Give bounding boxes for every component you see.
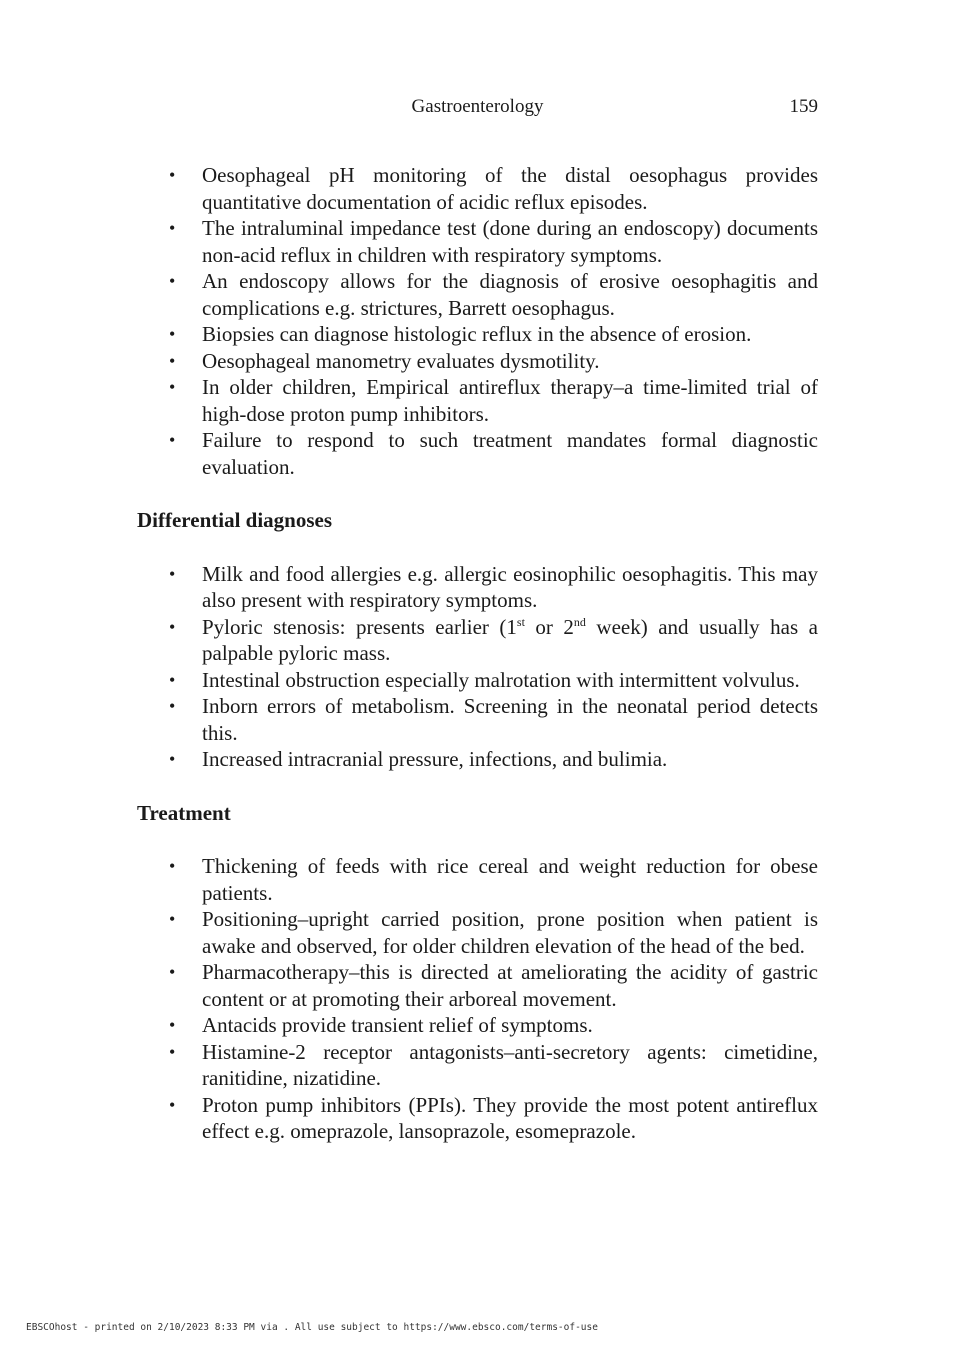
list-item-text: Pharmacotherapy–this is directed at ameliorating the acidity of gastric content or at promoting their arboreal movement. — [202, 960, 818, 1011]
list-item — [137, 906, 818, 959]
list-item — [137, 614, 818, 667]
list-item-text: Increased intracranial pressure, infections, and bulimia. — [202, 747, 668, 771]
list-item — [137, 162, 818, 215]
list-item — [137, 561, 818, 614]
text-segment: Pyloric stenosis: presents earlier (1 — [202, 614, 517, 639]
list-item — [137, 374, 818, 427]
bullet-icon: • — [169, 616, 176, 637]
bullet-icon: • — [169, 749, 176, 769]
list-item-text: Milk and food allergies e.g. allergic eosinophilic oesophagitis. This may also present with respiratory symptoms. — [202, 561, 818, 612]
list-item-text: Intestinal obstruction especially malrotation with intermittent volvulus. — [202, 667, 800, 692]
superscript: nd — [573, 614, 586, 629]
treatment-list — [137, 853, 818, 1145]
list-item — [137, 853, 818, 906]
bullet-icon: • — [169, 856, 176, 876]
page-number: 159 — [789, 96, 818, 117]
list-item — [137, 667, 818, 694]
bullet-icon: • — [169, 271, 176, 291]
list-item-text: Antacids provide transient relief of symptoms. — [202, 1013, 593, 1037]
differential-diagnoses-heading: Differential diagnoses — [137, 508, 333, 532]
list-item-text: Proton pump inhibitors (PPIs). They provide the most potent antireflux effect e.g. omeprazole, lansoprazole, esomeprazole. — [202, 1092, 818, 1143]
list-item — [137, 321, 818, 348]
list-item — [137, 215, 818, 268]
bullet-icon: • — [169, 1041, 176, 1062]
list-item-text: Oesophageal pH monitoring of the distal oesophagus provides quantitative documentation of acidic reflux episodes. — [202, 163, 818, 214]
list-item-text: In older children, Empirical antireflux therapy–a time-limited trial of high-dose proton pump inhibitors. — [202, 375, 818, 426]
running-head-title: Gastroenterology — [411, 96, 544, 117]
list-item — [137, 427, 818, 480]
bullet-icon: • — [169, 165, 176, 185]
ebsco-print-footer: EBSCOhost - printed on 2/10/2023 8:33 PM via . All use subject to https://www.ebsco.com/terms-of-use — [26, 1322, 598, 1333]
list-item — [137, 268, 818, 321]
list-item — [137, 746, 818, 773]
list-item-text: The intraluminal impedance test (done during an endoscopy) documents non-acid reflux in children with respiratory symptoms. — [202, 216, 818, 267]
list-item — [137, 693, 818, 746]
bullet-icon: • — [169, 430, 176, 450]
list-item-text: Inborn errors of metabolism. Screening in the neonatal period detects this. — [202, 694, 818, 745]
text-segment: or 2 — [524, 614, 574, 639]
bullet-icon: • — [169, 350, 176, 371]
running-head — [0, 96, 955, 124]
bullet-icon: • — [169, 1015, 176, 1035]
bullet-icon: • — [169, 324, 176, 344]
superscript: st — [516, 614, 525, 629]
list-item — [137, 959, 818, 1012]
list-item-text: An endoscopy allows for the diagnosis of erosive oesophagitis and complications e.g. strictures, Barrett oesophagus. — [202, 269, 818, 320]
bullet-icon: • — [169, 962, 176, 982]
differential-diagnoses-list — [137, 561, 818, 773]
bullet-icon: • — [169, 563, 176, 584]
list-item-text: Oesophageal manometry evaluates dysmotility. — [202, 348, 600, 373]
bullet-icon: • — [169, 696, 176, 716]
bullet-icon: • — [169, 218, 176, 238]
list-item-text: Failure to respond to such treatment mandates formal diagnostic evaluation. — [202, 428, 818, 479]
list-item-text — [202, 615, 818, 666]
bullet-icon: • — [169, 1094, 176, 1115]
bullet-icon: • — [169, 909, 176, 929]
diagnostics-list — [137, 162, 818, 480]
list-item-text: Biopsies can diagnose histologic reflux in the absence of erosion. — [202, 322, 752, 346]
list-item-text: Histamine-2 receptor antagonists–anti-secretory agents: cimetidine, ranitidine, nizatidine. — [202, 1039, 818, 1090]
page-body — [137, 162, 818, 1145]
text-segment: week) and usually has a palpable pyloric mass. — [202, 614, 818, 665]
list-item-text: Thickening of feeds with rice cereal and weight reduction for obese patients. — [202, 854, 818, 905]
list-item — [137, 348, 818, 375]
bullet-icon: • — [169, 669, 176, 690]
bullet-icon: • — [169, 377, 176, 397]
list-item — [137, 1092, 818, 1145]
list-item-text: Positioning–upright carried position, prone position when patient is awake and observed, for older children elevation of the head of the bed. — [202, 907, 818, 958]
list-item — [137, 1012, 818, 1039]
list-item — [137, 1039, 818, 1092]
treatment-heading: Treatment — [137, 800, 231, 825]
